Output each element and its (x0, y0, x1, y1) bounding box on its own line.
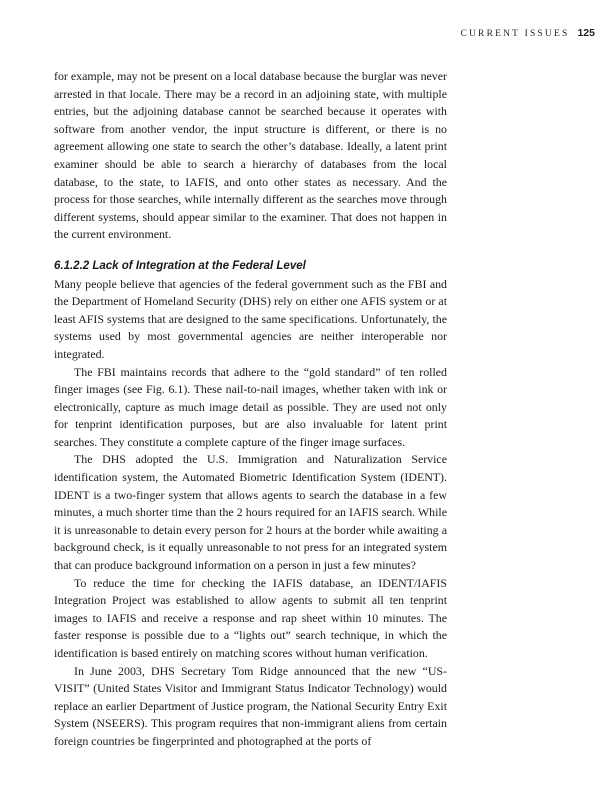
paragraph-integration-project: To reduce the time for checking the IAFIS database, an IDENT/IAFIS Integration Project was established to allow agents to submit all ten tenprint images to IAFIS and receive a response and rap sheet within 10 minutes. The faster response is possible due to a “lights out” search technique, in which the identification is based entirely on matching scores without human verification. (54, 575, 447, 660)
intro-paragraph: for example, may not be present on a local database because the burglar was never arrested in that locale. There may be a record in an adjoining state, with multiple entries, but the adjoining database cannot be searched because it operates with software from another vendor, the input structure is different, or there is no agreement allowing one state to search the other’s database. Ideally, a latent print examiner should be able to search a hierarchy of databases from the local database, to the state, to IAFIS, and onto other states as necessary. And the process for those searches, while internally different as the searches move through different systems, should appear similar to the examiner. That does not happen in the current environment. (54, 69, 447, 242)
running-title: CURRENT ISSUES (460, 29, 570, 39)
paragraph-fbi-records: The FBI maintains records that adhere to the “gold standard” of ten rolled finger images (see Fig. 6.1). These nail-to-nail images, whether taken with ink or electronically, capture as much image detail as possible. They are used not only for tenprint identification purposes, but are also invaluable for latent print searches. They constitute a complete capture of the finger image surfaces. (54, 364, 447, 449)
page-number: 125 (577, 27, 595, 39)
paragraph-federal-systems: Many people believe that agencies of the federal government such as the FBI and the Department of Homeland Security (DHS) rely on either one AFIS system or at least AFIS systems that are designed to the same specifications. Unfortunately, the systems used by most governmental agencies are neither interoperable nor integrated. (54, 276, 447, 361)
paragraph-dhs-ident: The DHS adopted the U.S. Immigration and Naturalization Service identification system, the Automated Biometric Identification System (IDENT). IDENT is a two-finger system that allows agents to search the database in a few minutes, a much shorter time than the 2 hours required for an IAFIS search. While it is unreasonable to detain every person for 2 hours at the border while awaiting a background check, is it equally unreasonable to not press for an integrated system that can produce background information on a person in just a few minutes? (54, 452, 447, 573)
body-text (54, 68, 447, 751)
paragraph-us-visit: In June 2003, DHS Secretary Tom Ridge announced that the new “US-VISIT” (United States Visitor and Immigrant Status Indicator Technology) would replace an earlier Department of Justice program, the National Security Entry Exit System (NSEERS). This program requires that non-immigrant aliens from certain foreign countries be fingerprinted and photographed at the ports of (54, 663, 447, 748)
section-heading: 6.1.2.2 Lack of Integration at the Federal Level (54, 259, 306, 272)
running-head (460, 27, 595, 39)
